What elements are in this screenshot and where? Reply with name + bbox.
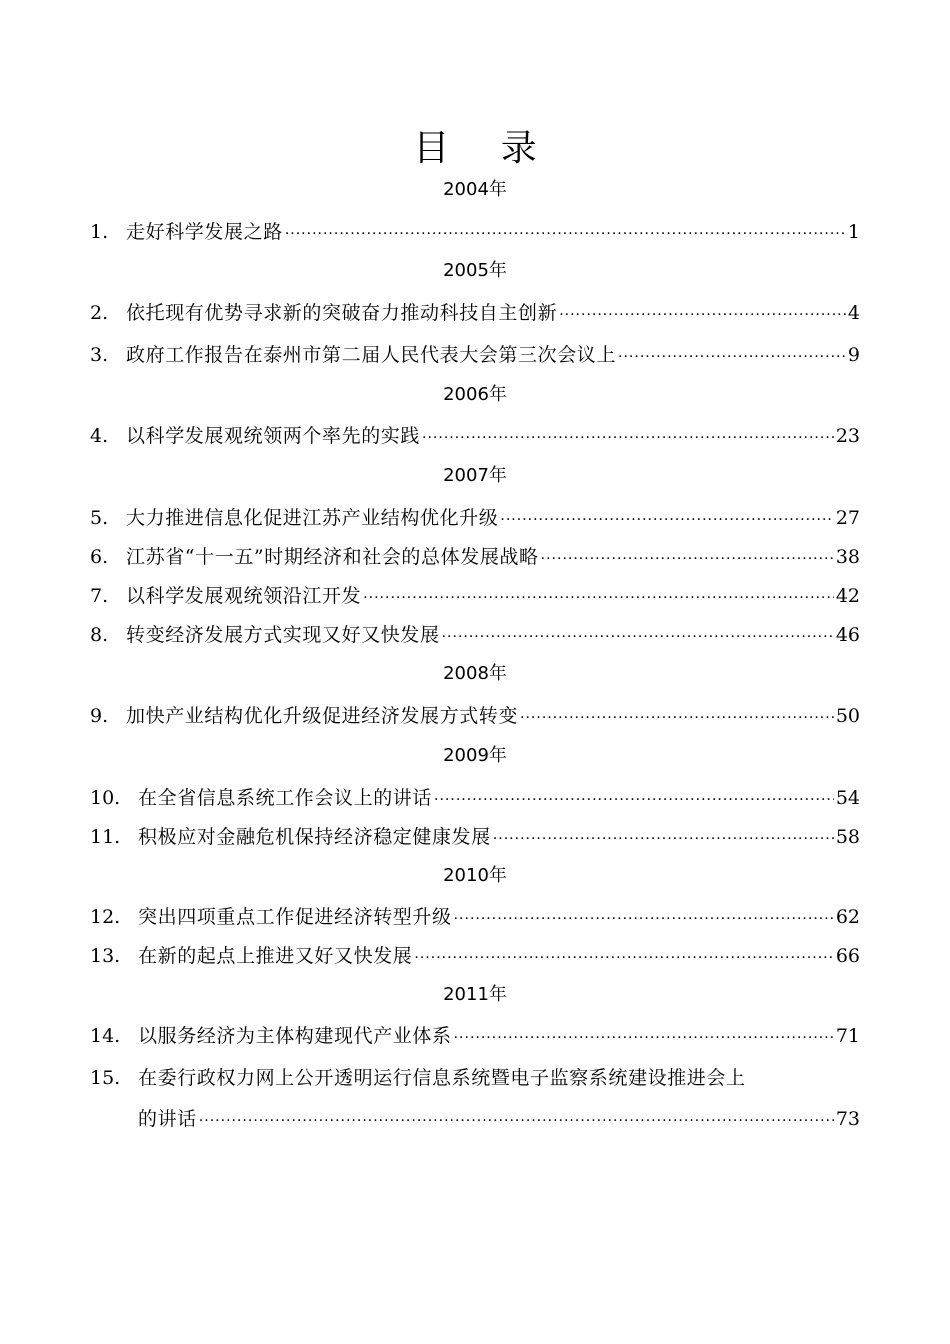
toc-entry-4[interactable]: [90, 421, 860, 451]
entry-title: 在新的起点上推进又好又快发展: [138, 945, 413, 967]
dot-leader: [454, 904, 834, 934]
toc-entry-2[interactable]: [90, 298, 860, 328]
toc-entry-9[interactable]: [90, 701, 860, 731]
entry-number: 7.: [90, 585, 109, 607]
toc-entry-15[interactable]: [90, 1063, 860, 1093]
toc-entry-6[interactable]: [90, 542, 860, 572]
entry-page-number: 4: [847, 302, 860, 324]
dot-leader: [541, 544, 834, 574]
entry-title: 在委行政权力网上公开透明运行信息系统暨电子监察系统建设推进会上: [138, 1067, 746, 1089]
entry-number: 4.: [90, 425, 109, 447]
entry-page-number: 50: [835, 705, 860, 727]
entry-page-number: 62: [835, 906, 860, 928]
entry-title: 政府工作报告在泰州市第二届人民代表大会第三次会议上: [126, 344, 617, 366]
toc-entry-13[interactable]: [90, 941, 860, 971]
entry-number: 13.: [90, 945, 121, 967]
dot-leader: [500, 505, 833, 535]
entry-page-number: 73: [835, 1108, 860, 1130]
toc-entry-12[interactable]: [90, 902, 860, 932]
entry-number: 2.: [90, 302, 109, 324]
entry-page-number: 46: [835, 624, 860, 646]
entry-title: 江苏省“十一五”时期经济和社会的总体发展战略: [126, 546, 539, 568]
dot-leader: [618, 342, 846, 372]
entry-number: 5.: [90, 507, 109, 529]
year-heading-2009: 2009年: [443, 745, 507, 766]
entry-title: 大力推进信息化促进江苏产业结构优化升级: [126, 507, 499, 529]
entry-page-number: 66: [835, 945, 860, 967]
entry-number: 3.: [90, 344, 109, 366]
dot-leader: [363, 583, 834, 613]
entry-page-number: 54: [835, 787, 860, 809]
entry-page-number: 27: [835, 507, 860, 529]
dot-leader: [454, 1023, 834, 1053]
toc-entry-15-continued[interactable]: [90, 1104, 860, 1134]
entry-number: 12.: [90, 906, 121, 928]
year-heading-2007: 2007年: [443, 465, 507, 486]
entry-title-continued: 的讲话: [138, 1108, 197, 1130]
entry-title: 以科学发展观统领两个率先的实践: [126, 425, 421, 447]
year-heading-2005: 2005年: [443, 260, 507, 281]
toc-entry-5[interactable]: [90, 503, 860, 533]
dot-leader: [520, 703, 834, 733]
entry-number: 8.: [90, 624, 109, 646]
entry-page-number: 23: [835, 425, 860, 447]
dot-leader: [414, 943, 833, 973]
year-heading-2008: 2008年: [443, 663, 507, 684]
entry-page-number: 42: [835, 585, 860, 607]
entry-title: 突出四项重点工作促进经济转型升级: [138, 906, 452, 928]
entry-page-number: 1: [847, 221, 860, 243]
dot-leader: [285, 219, 846, 249]
entry-number: 6.: [90, 546, 109, 568]
dot-leader: [493, 824, 834, 854]
toc-title: 目 录: [413, 128, 557, 169]
toc-entry-10[interactable]: [90, 783, 860, 813]
entry-number: 15.: [90, 1067, 121, 1089]
entry-page-number: 9: [847, 344, 860, 366]
entry-title: 以服务经济为主体构建现代产业体系: [138, 1025, 452, 1047]
toc-entry-3[interactable]: [90, 340, 860, 370]
entry-title: 转变经济发展方式实现又好又快发展: [126, 624, 440, 646]
year-heading-2006: 2006年: [443, 384, 507, 405]
dot-leader: [434, 785, 834, 815]
entry-title: 走好科学发展之路: [126, 221, 283, 243]
toc-entry-1[interactable]: [90, 217, 860, 247]
entry-number: 9.: [90, 705, 109, 727]
toc-entry-8[interactable]: [90, 620, 860, 650]
entry-title: 加快产业结构优化升级促进经济发展方式转变: [126, 705, 519, 727]
toc-entry-7[interactable]: [90, 581, 860, 611]
entry-page-number: 58: [835, 826, 860, 848]
dot-leader: [199, 1106, 834, 1136]
entry-title: 在全省信息系统工作会议上的讲话: [138, 787, 433, 809]
entry-page-number: 38: [835, 546, 860, 568]
entry-number: 14.: [90, 1025, 121, 1047]
entry-number: 11.: [90, 826, 121, 848]
year-heading-2011: 2011年: [443, 984, 507, 1005]
toc-entry-14[interactable]: [90, 1021, 860, 1051]
entry-title: 积极应对金融危机保持经济稳定健康发展: [138, 826, 491, 848]
dot-leader: [442, 622, 834, 652]
entry-title: 依托现有优势寻求新的突破奋力推动科技自主创新: [126, 302, 558, 324]
year-heading-2010: 2010年: [443, 865, 507, 886]
entry-number: 10.: [90, 787, 121, 809]
entry-number: 1.: [90, 221, 109, 243]
entry-page-number: 71: [835, 1025, 860, 1047]
entry-title: 以科学发展观统领沿江开发: [126, 585, 362, 607]
year-heading-2004: 2004年: [443, 179, 507, 200]
dot-leader: [422, 423, 834, 453]
dot-leader: [559, 300, 846, 330]
toc-entry-11[interactable]: [90, 822, 860, 852]
